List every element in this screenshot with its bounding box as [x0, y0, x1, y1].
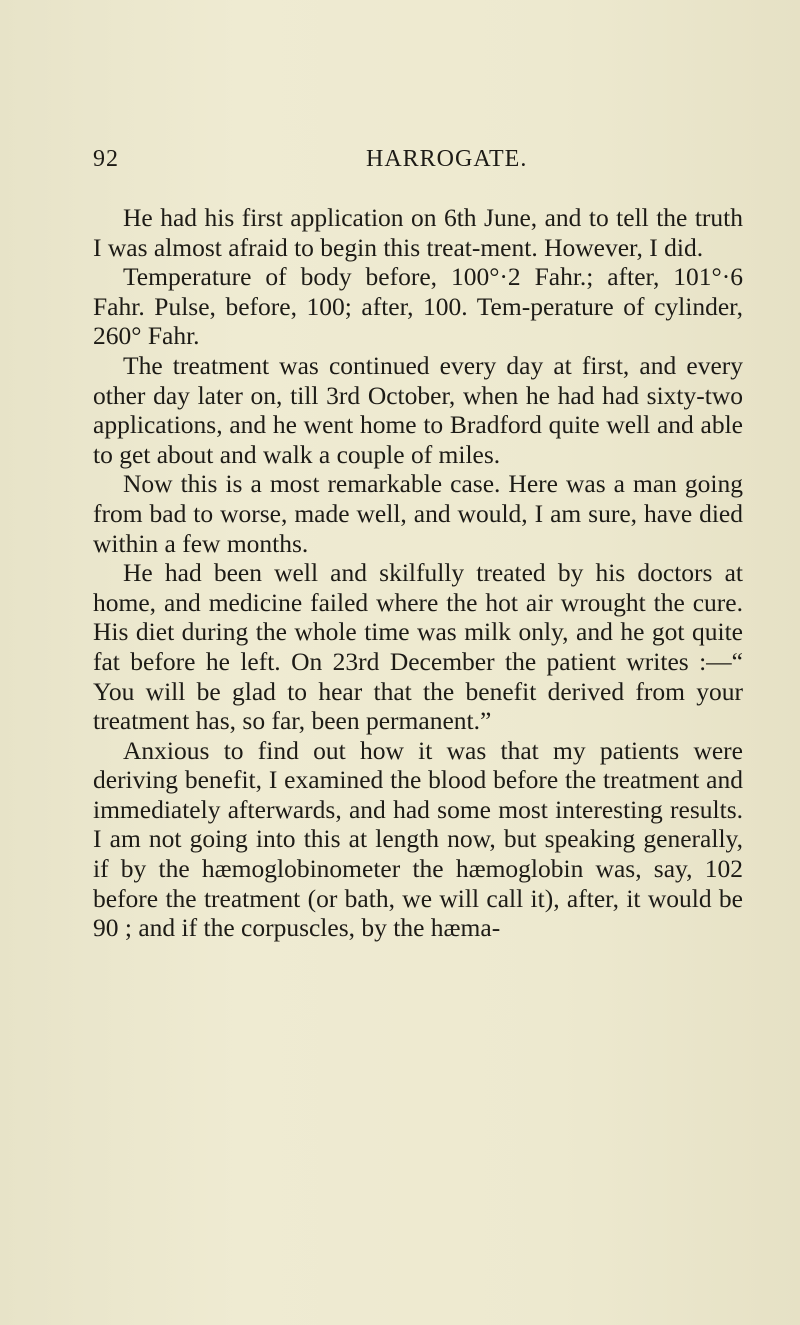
page-header [93, 146, 733, 174]
paragraph-doctors-at-home: He had been well and skilfully treated by his doctors at home, and medicine failed where the hot air wrought the cure. His diet during the whole time was milk only, and he got quite fat before he left. On 23rd December the patient writes :—“ You will be glad to hear that the benefit derived from your treatment has, so far, been permanent.” [93, 558, 743, 736]
page-number: 92 [93, 146, 119, 172]
running-head: HARROGATE. [366, 146, 528, 172]
paragraph-blood-examination: Anxious to find out how it was that my patients were deriving benefit, I examined the blood before the treatment and immediately afterwards, and had some most interesting results. I am not going into this at length now, but speaking generally, if by the hæmoglobinometer the hæmoglobin was, say, 102 before the treatment (or bath, we will call it), after, it would be 90 ; and if the corpuscles, by the hæma- [93, 735, 743, 943]
paragraph-temperature: Temperature of body before, 100°·2 Fahr.; after, 101°·6 Fahr. Pulse, before, 100; after, 100. Tem-perature of cylinder, 260° Fahr. [93, 262, 743, 351]
paragraph-first-application: He had his first application on 6th June, and to tell the truth I was almost afraid to begin this treat-ment. However, I did. [93, 203, 743, 262]
body-text [93, 203, 743, 943]
paragraph-treatment-continued: The treatment was continued every day at first, and every other day later on, till 3rd October, when he had had sixty-two applications, and he went home to Bradford quite well and able to get about and walk a couple of miles. [93, 350, 743, 469]
paragraph-remarkable-case: Now this is a most remarkable case. Here was a man going from bad to worse, made well, and would, I am sure, have died within a few months. [93, 469, 743, 558]
